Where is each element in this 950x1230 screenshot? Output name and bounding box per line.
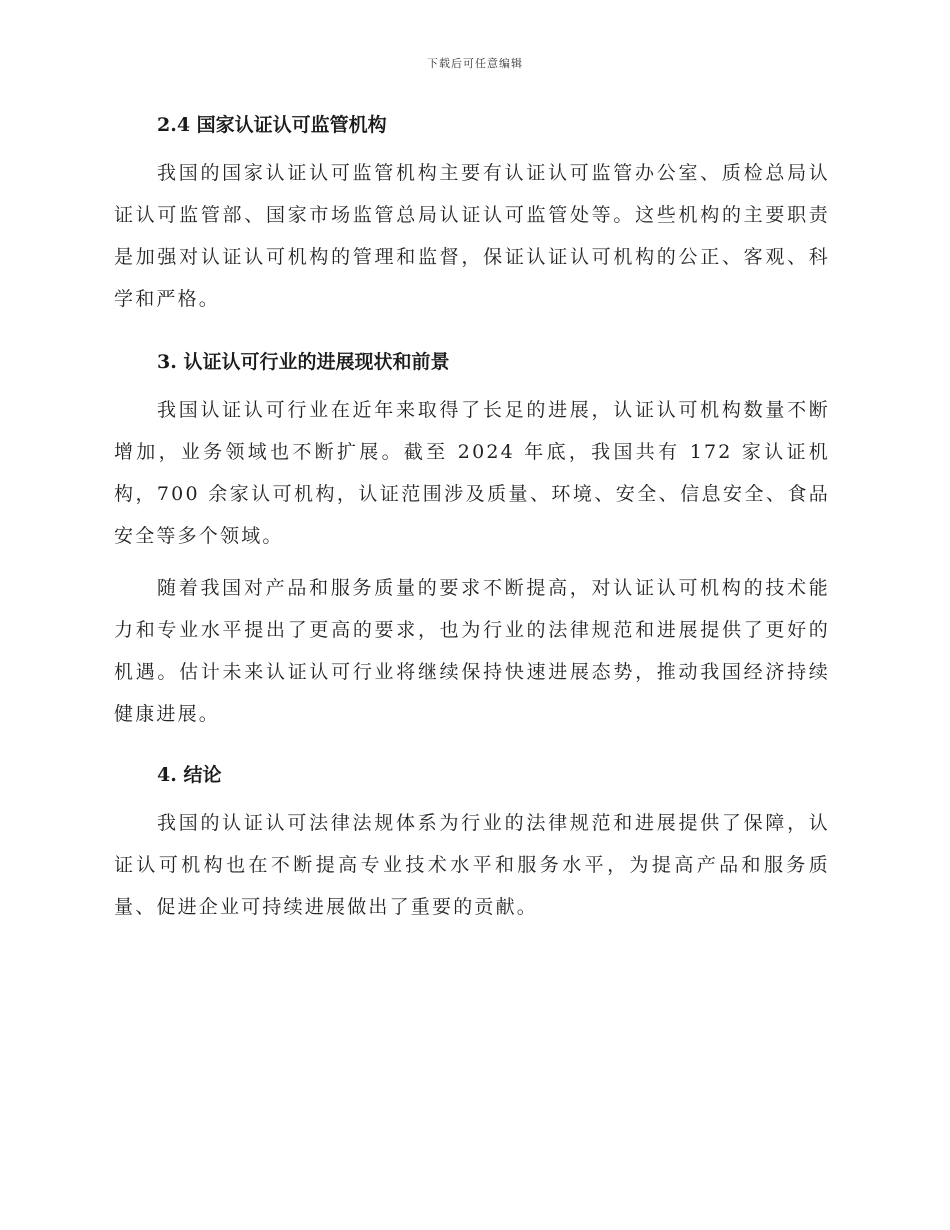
section-3-paragraph-1: 我国认证认可行业在近年来取得了长足的进展，认证认可机构数量不断增加，业务领域也不断扩展。截至 2024 年底，我国共有 172 家认证机构，700 余家认可机构，认证范围涉及质量、环境、安全、信息安全、食品安全等多个领域。 (114, 399, 830, 547)
section-title-3: 3. 认证认可行业的进展现状和前景 (157, 351, 450, 373)
section-title-2-4: 2.4 国家认证认可监管机构 (157, 114, 387, 136)
section-4-paragraph: 我国的认证认可法律法规体系为行业的法律规范和进展提供了保障，认证认可机构也在不断提高专业技术水平和服务水平，为提高产品和服务质量、促进企业可持续进展做出了重要的贡献。 (114, 812, 830, 918)
header-note: 下载后可任意编辑 (427, 57, 523, 70)
section-title-4: 4. 结论 (157, 764, 222, 786)
section-3-paragraph-2: 随着我国对产品和服务质量的要求不断提高，对认证认可机构的技术能力和专业水平提出了更高的要求，也为行业的法律规范和进展提供了更好的机遇。估计未来认证认可行业将继续保持快速进展态势，推动我国经济持续健康进展。 (114, 577, 830, 725)
document-body (114, 105, 830, 928)
section-2-4-paragraph: 我国的国家认证认可监管机构主要有认证认可监管办公室、质检总局认证认可监管部、国家市场监管总局认证认可监管处等。这些机构的主要职责是加强对认证认可机构的管理和监督，保证认证认可机构的公正、客观、科学和严格。 (114, 162, 830, 310)
